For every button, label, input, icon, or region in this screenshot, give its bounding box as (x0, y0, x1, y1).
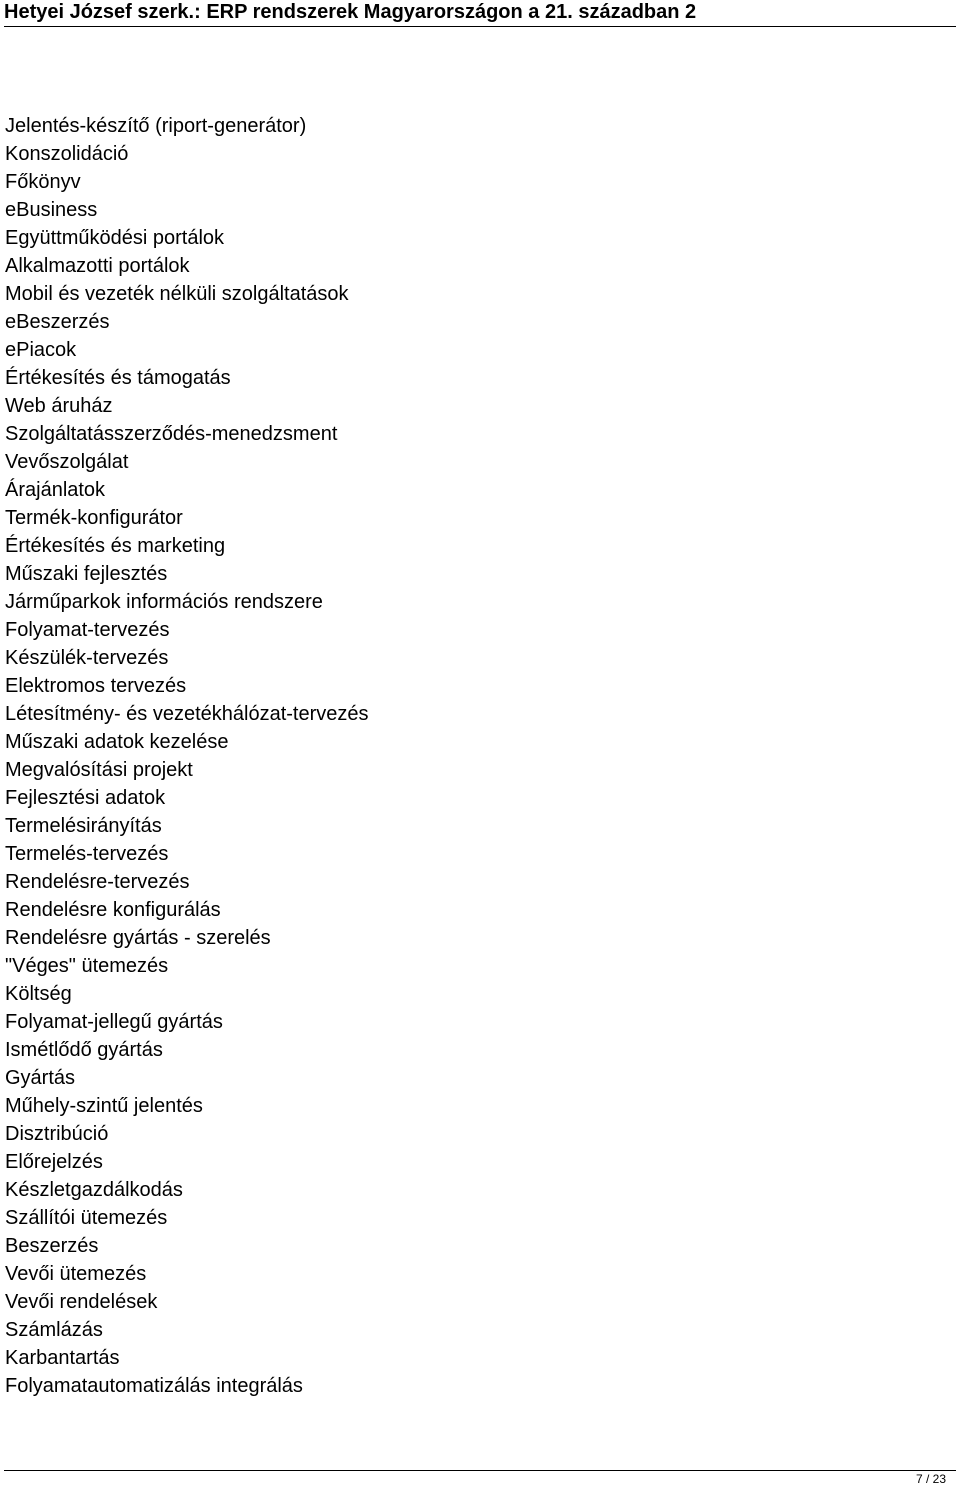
list-item: Értékesítés és támogatás (5, 367, 231, 389)
list-item: Folyamatautomatizálás integrálás (5, 1375, 303, 1397)
list-item: Műszaki fejlesztés (5, 563, 168, 585)
list-item: Vevői ütemezés (5, 1263, 147, 1285)
list-item: Készülék-tervezés (5, 647, 169, 669)
page-number: 7 / 23 (915, 1472, 946, 1486)
footer-divider (4, 1470, 956, 1471)
list-item: Rendelésre-tervezés (5, 871, 190, 893)
list-item: Termék-konfigurátor (5, 507, 183, 529)
list-item: Megvalósítási projekt (5, 759, 193, 781)
list-item: Árajánlatok (5, 479, 106, 501)
header-divider (4, 26, 956, 27)
list-item: eBusiness (5, 199, 98, 221)
list-item: Mobil és vezeték nélküli szolgáltatások (5, 283, 349, 305)
list-item: ePiacok (5, 339, 77, 361)
list-item: "Véges" ütemezés (5, 955, 169, 977)
list-item: Szállítói ütemezés (5, 1207, 168, 1229)
list-item: Számlázás (5, 1319, 103, 1341)
list-item: Rendelésre gyártás - szerelés (5, 927, 271, 949)
list-item: Együttműködési portálok (5, 227, 225, 249)
list-item: Rendelésre konfigurálás (5, 899, 221, 921)
list-item: Fejlesztési adatok (5, 787, 166, 809)
list-item: Műszaki adatok kezelése (5, 731, 229, 753)
list-item: Szolgáltatásszerződés-menedzsment (5, 423, 338, 445)
list-item: Készletgazdálkodás (5, 1179, 183, 1201)
list-item: Létesítmény- és vezetékhálózat-tervezés (5, 703, 369, 725)
list-item: Járműparkok információs rendszere (5, 591, 323, 613)
list-item: Vevőszolgálat (5, 451, 129, 473)
erp-module-list (5, 112, 369, 1400)
list-item: Költség (5, 983, 72, 1005)
list-item: Vevői rendelések (5, 1291, 158, 1313)
list-item: Gyártás (5, 1067, 76, 1089)
list-item: Termelés-tervezés (5, 843, 169, 865)
list-item: Termelésirányítás (5, 815, 162, 837)
list-item: Értékesítés és marketing (5, 535, 226, 557)
list-item: Műhely-szintű jelentés (5, 1095, 203, 1117)
list-item: Alkalmazotti portálok (5, 255, 190, 277)
page-header-title: Hetyei József szerk.: ERP rendszerek Magyarországon a 21. században 2 (4, 1, 697, 23)
list-item: Web áruház (5, 395, 113, 417)
list-item: Beszerzés (5, 1235, 99, 1257)
list-item: Folyamat-tervezés (5, 619, 170, 641)
list-item: Folyamat-jellegű gyártás (5, 1011, 223, 1033)
list-item: eBeszerzés (5, 311, 110, 333)
list-item: Ismétlődő gyártás (5, 1039, 163, 1061)
list-item: Karbantartás (5, 1347, 120, 1369)
list-item: Jelentés-készítő (riport-generátor) (5, 115, 307, 137)
list-item: Disztribúció (5, 1123, 109, 1145)
list-item: Elektromos tervezés (5, 675, 187, 697)
list-item: Főkönyv (5, 171, 81, 193)
list-item: Konszolidáció (5, 143, 129, 165)
list-item: Előrejelzés (5, 1151, 103, 1173)
